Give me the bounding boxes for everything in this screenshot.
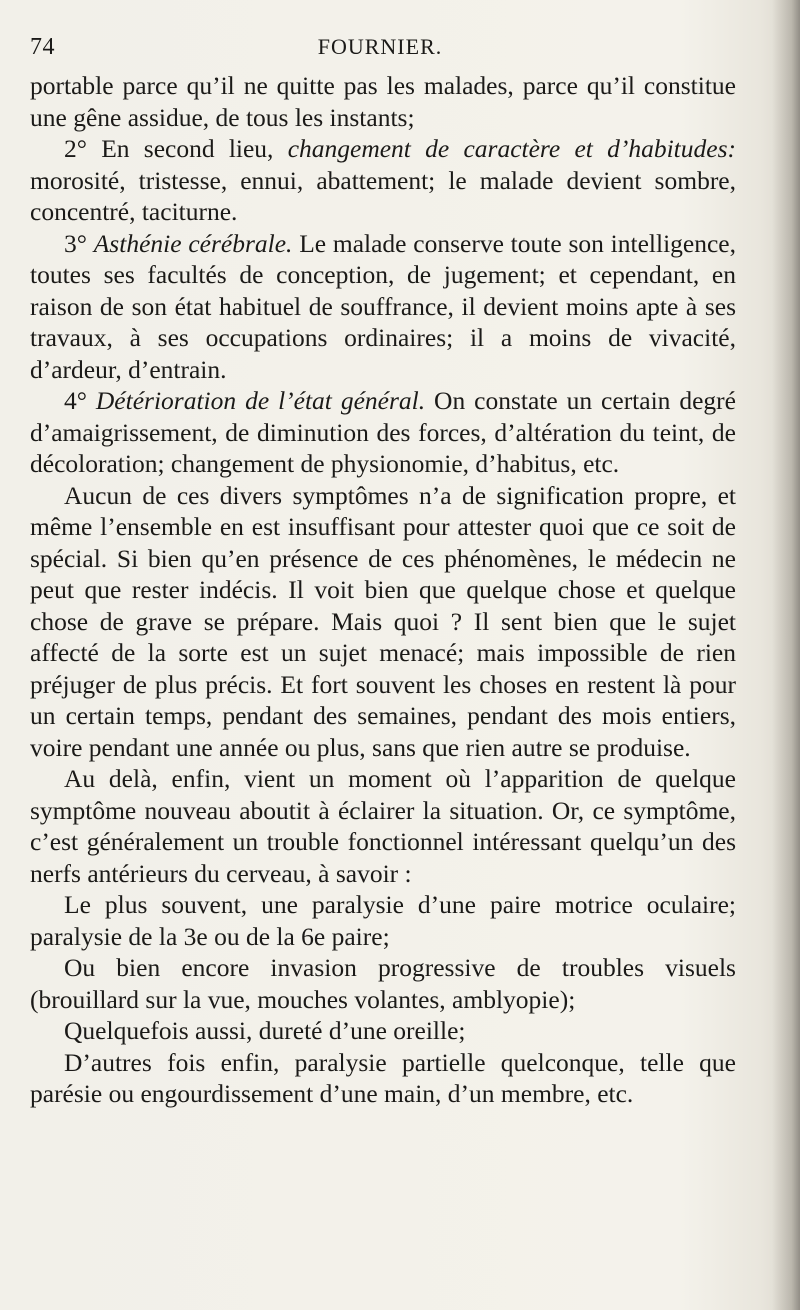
paragraph: D’autres fois enfin, paralysie partielle quelconque, telle que parésie ou engourdissement d’une main, d’un membre, etc. — [30, 1047, 736, 1108]
body-text — [30, 70, 736, 1110]
list-item-2 — [30, 133, 736, 228]
paragraph: Quelquefois aussi, dureté d’une oreille; — [64, 1016, 466, 1045]
item-title: Détérioration de l’état général. — [95, 386, 426, 415]
page-edge-shadow — [772, 0, 800, 1310]
item-number: 3° — [64, 228, 94, 258]
item-title: Asthénie cérébrale. — [93, 228, 293, 258]
list-item-4 — [30, 385, 736, 480]
paragraph: Le plus souvent, une paralysie d’une paire motrice oculaire; paralysie de la 3e ou de la 6e paire; — [30, 890, 736, 951]
item-text: morosité, tristesse, ennui, abattement; le malade devient sombre, concentré, taciturne. — [30, 165, 736, 226]
item-number: 4° — [64, 386, 96, 415]
paragraph: Au delà, enfin, vient un moment où l’apparition de quelque symptôme nouveau aboutit à éclairer la situation. Or, ce symptôme, c’est généralement un trouble fonctionnel intéressant quelqu’un des nerfs antérieurs du cerveau, à savoir : — [30, 764, 736, 888]
list-item-3 — [30, 228, 736, 386]
running-head: FOURNIER. — [317, 34, 443, 59]
paragraph: Ou bien encore invasion progressive de troubles visuels (brouillard sur la vue, mouches volantes, amblyopie); — [30, 953, 736, 1014]
paragraph-continuation: portable parce qu’il ne quitte pas les malades, parce qu’il constitue une gêne assidue, de tous les instants; — [30, 71, 736, 132]
item-number: 2° En second lieu, — [64, 134, 288, 163]
item-text: Le malade conserve toute son intelligence, toutes ses facultés de conception, de jugement; et cependant, en raison de son état habituel de souffrance, il devient moins apte à ses travaux, à ses occupations ordinaires; il a moins de vivacité, d’ardeur, d’entrain. — [30, 228, 736, 384]
page-number: 74 — [30, 34, 55, 60]
item-title: changement de caractère et d’habitudes: — [287, 134, 736, 163]
page-header — [30, 28, 730, 68]
item-text: On constate un certain degré d’amaigrissement, de diminution des forces, d’altération du teint, de décoloration; changement de physionomie, d’habitus, etc. — [30, 386, 736, 478]
paragraph: Aucun de ces divers symptômes n’a de signification propre, et même l’ensemble en est insuffisant pour attester quoi que ce soit de spécial. Si bien qu’en présence de ces phénomènes, le médecin ne peut que rester indécis. Il voit bien que quelque chose et quelque chose de grave se prépare. Mais quoi ? Il sent bien que le sujet affecté de la sorte est un sujet menacé; mais impossible de rien préjuger de plus précis. Et fort souvent les choses en restent là pour un certain temps, pendant des semaines, pendant des mois entiers, voire pendant une année ou plus, sans que rien autre se produise. — [30, 480, 736, 762]
